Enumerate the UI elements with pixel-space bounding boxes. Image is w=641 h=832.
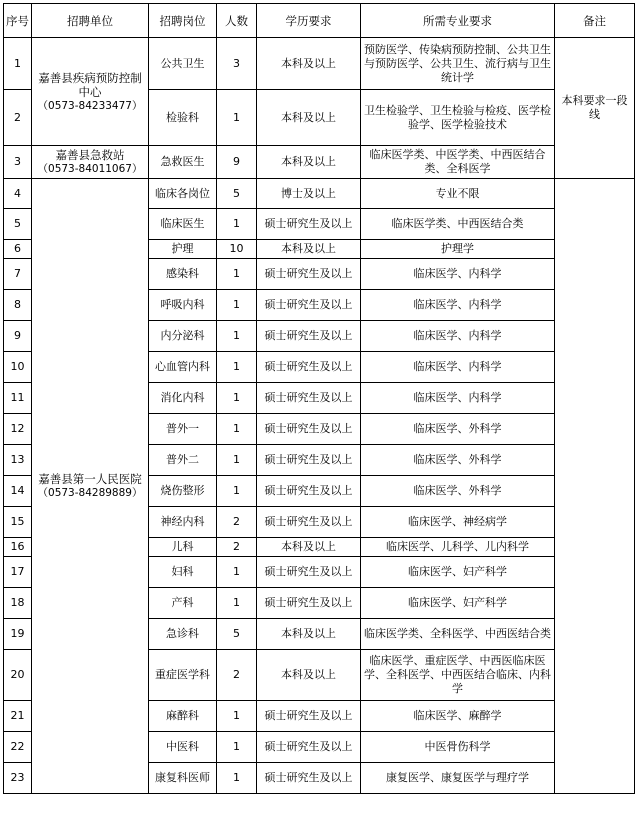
major-requirement: 中医骨伤科学 — [361, 732, 555, 763]
major-requirement: 卫生检验学、卫生检验与检疫、医学检验学、医学检验技术 — [361, 90, 555, 146]
major-requirement: 临床医学、内科学 — [361, 383, 555, 414]
headcount: 1 — [217, 557, 257, 588]
education-requirement: 硕士研究生及以上 — [257, 476, 361, 507]
recruitment-table — [3, 3, 635, 794]
row-number: 15 — [4, 507, 32, 538]
education-requirement: 本科及以上 — [257, 650, 361, 701]
education-requirement: 硕士研究生及以上 — [257, 557, 361, 588]
major-requirement: 专业不限 — [361, 179, 555, 209]
headcount: 3 — [217, 38, 257, 90]
major-requirement: 康复医学、康复医学与理疗学 — [361, 763, 555, 794]
major-requirement: 临床医学、内科学 — [361, 321, 555, 352]
header-major: 所需专业要求 — [361, 4, 555, 38]
unit-name: 嘉善县急救站 — [55, 148, 125, 162]
post-name: 感染科 — [149, 259, 217, 290]
headcount: 5 — [217, 179, 257, 209]
education-requirement: 硕士研究生及以上 — [257, 507, 361, 538]
major-requirement: 护理学 — [361, 240, 555, 259]
row-number: 23 — [4, 763, 32, 794]
post-name: 公共卫生 — [149, 38, 217, 90]
major-requirement: 临床医学、内科学 — [361, 352, 555, 383]
header-note: 备注 — [555, 4, 635, 38]
post-name: 中医科 — [149, 732, 217, 763]
headcount: 2 — [217, 650, 257, 701]
row-number: 19 — [4, 619, 32, 650]
headcount: 1 — [217, 290, 257, 321]
post-name: 消化内科 — [149, 383, 217, 414]
major-requirement: 临床医学、外科学 — [361, 476, 555, 507]
row-number: 16 — [4, 538, 32, 557]
row-number: 12 — [4, 414, 32, 445]
table-row — [4, 146, 635, 179]
unit-phone: （0573-84289889） — [37, 487, 143, 499]
unit-cell — [32, 146, 149, 179]
row-number: 6 — [4, 240, 32, 259]
headcount: 1 — [217, 588, 257, 619]
row-number: 13 — [4, 445, 32, 476]
education-requirement: 本科及以上 — [257, 619, 361, 650]
education-requirement: 本科及以上 — [257, 240, 361, 259]
header-row — [4, 4, 635, 38]
row-number: 14 — [4, 476, 32, 507]
post-name: 心血管内科 — [149, 352, 217, 383]
post-name: 急救医生 — [149, 146, 217, 179]
headcount: 9 — [217, 146, 257, 179]
headcount: 1 — [217, 383, 257, 414]
headcount: 1 — [217, 352, 257, 383]
post-name: 护理 — [149, 240, 217, 259]
education-requirement: 本科及以上 — [257, 38, 361, 90]
headcount: 1 — [217, 259, 257, 290]
table-row — [4, 38, 635, 90]
post-name: 神经内科 — [149, 507, 217, 538]
education-requirement: 硕士研究生及以上 — [257, 383, 361, 414]
headcount: 10 — [217, 240, 257, 259]
headcount: 1 — [217, 701, 257, 732]
header-count: 人数 — [217, 4, 257, 38]
major-requirement: 预防医学、传染病预防控制、公共卫生与预防医学、公共卫生、流行病与卫生统计学 — [361, 38, 555, 90]
note-cell-empty — [555, 179, 635, 794]
headcount: 1 — [217, 209, 257, 240]
row-number: 20 — [4, 650, 32, 701]
unit-cell — [32, 38, 149, 146]
education-requirement: 硕士研究生及以上 — [257, 445, 361, 476]
education-requirement: 硕士研究生及以上 — [257, 352, 361, 383]
major-requirement: 临床医学、麻醉学 — [361, 701, 555, 732]
headcount: 2 — [217, 507, 257, 538]
education-requirement: 硕士研究生及以上 — [257, 763, 361, 794]
post-name: 妇科 — [149, 557, 217, 588]
row-number: 1 — [4, 38, 32, 90]
post-name: 急诊科 — [149, 619, 217, 650]
post-name: 烧伤整形 — [149, 476, 217, 507]
table-row — [4, 179, 635, 209]
row-number: 8 — [4, 290, 32, 321]
note-cell: 本科要求一段线 — [555, 38, 635, 179]
post-name: 麻醉科 — [149, 701, 217, 732]
major-requirement: 临床医学、外科学 — [361, 445, 555, 476]
major-requirement: 临床医学、儿科学、儿内科学 — [361, 538, 555, 557]
unit-name: 嘉善县第一人民医院 — [38, 472, 142, 486]
row-number: 9 — [4, 321, 32, 352]
row-number: 10 — [4, 352, 32, 383]
post-name: 产科 — [149, 588, 217, 619]
row-number: 2 — [4, 90, 32, 146]
unit-cell — [32, 179, 149, 794]
major-requirement: 临床医学、重症医学、中西医临床医学、全科医学、中西医结合临床、内科学 — [361, 650, 555, 701]
row-number: 11 — [4, 383, 32, 414]
education-requirement: 硕士研究生及以上 — [257, 290, 361, 321]
header-unit: 招聘单位 — [32, 4, 149, 38]
headcount: 5 — [217, 619, 257, 650]
unit-phone: （0573-84011067） — [37, 163, 143, 175]
education-requirement: 硕士研究生及以上 — [257, 209, 361, 240]
unit-name: 嘉善县疾病预防控制中心 — [38, 70, 142, 99]
major-requirement: 临床医学类、中医学类、中西医结合类、全科医学 — [361, 146, 555, 179]
education-requirement: 硕士研究生及以上 — [257, 414, 361, 445]
post-name: 重症医学科 — [149, 650, 217, 701]
headcount: 1 — [217, 90, 257, 146]
major-requirement: 临床医学、妇产科学 — [361, 557, 555, 588]
headcount: 1 — [217, 476, 257, 507]
major-requirement: 临床医学类、全科医学、中西医结合类 — [361, 619, 555, 650]
row-number: 5 — [4, 209, 32, 240]
major-requirement: 临床医学、神经病学 — [361, 507, 555, 538]
headcount: 1 — [217, 414, 257, 445]
header-post: 招聘岗位 — [149, 4, 217, 38]
major-requirement: 临床医学、内科学 — [361, 290, 555, 321]
row-number: 21 — [4, 701, 32, 732]
education-requirement: 硕士研究生及以上 — [257, 259, 361, 290]
post-name: 普外二 — [149, 445, 217, 476]
headcount: 1 — [217, 445, 257, 476]
headcount: 2 — [217, 538, 257, 557]
headcount: 1 — [217, 321, 257, 352]
post-name: 内分泌科 — [149, 321, 217, 352]
row-number: 22 — [4, 732, 32, 763]
row-number: 18 — [4, 588, 32, 619]
major-requirement: 临床医学类、中西医结合类 — [361, 209, 555, 240]
major-requirement: 临床医学、妇产科学 — [361, 588, 555, 619]
headcount: 1 — [217, 732, 257, 763]
major-requirement: 临床医学、内科学 — [361, 259, 555, 290]
education-requirement: 本科及以上 — [257, 538, 361, 557]
post-name: 临床医生 — [149, 209, 217, 240]
major-requirement: 临床医学、外科学 — [361, 414, 555, 445]
row-number: 4 — [4, 179, 32, 209]
unit-phone: （0573-84233477） — [37, 99, 143, 112]
post-name: 儿科 — [149, 538, 217, 557]
header-seq: 序号 — [4, 4, 32, 38]
headcount: 1 — [217, 763, 257, 794]
education-requirement: 硕士研究生及以上 — [257, 732, 361, 763]
header-edu: 学历要求 — [257, 4, 361, 38]
education-requirement: 硕士研究生及以上 — [257, 701, 361, 732]
post-name: 普外一 — [149, 414, 217, 445]
post-name: 检验科 — [149, 90, 217, 146]
row-number: 3 — [4, 146, 32, 179]
post-name: 康复科医师 — [149, 763, 217, 794]
education-requirement: 博士及以上 — [257, 179, 361, 209]
row-number: 17 — [4, 557, 32, 588]
education-requirement: 硕士研究生及以上 — [257, 588, 361, 619]
education-requirement: 硕士研究生及以上 — [257, 321, 361, 352]
row-number: 7 — [4, 259, 32, 290]
education-requirement: 本科及以上 — [257, 146, 361, 179]
education-requirement: 本科及以上 — [257, 90, 361, 146]
post-name: 呼吸内科 — [149, 290, 217, 321]
post-name: 临床各岗位 — [149, 179, 217, 209]
